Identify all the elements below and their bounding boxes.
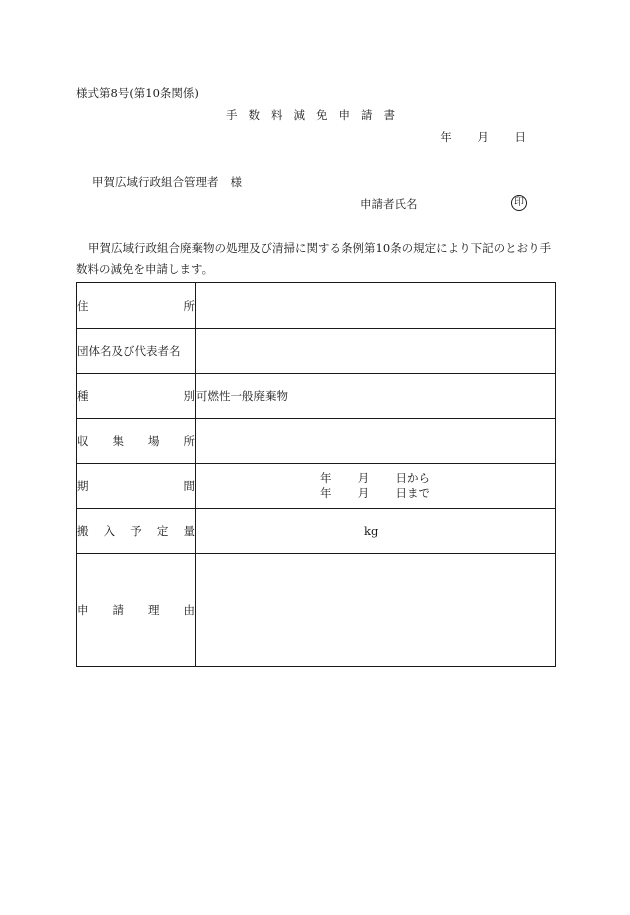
period-label: 期 間 <box>77 464 196 509</box>
location-field[interactable] <box>196 419 556 464</box>
type-value: 可燃性一般廃棄物 <box>196 374 556 419</box>
address-label: 住 所 <box>77 283 196 329</box>
period-to: 年 月 日まで <box>320 486 430 500</box>
addressee-name: 甲賀広域行政組合管理者 <box>92 175 219 189</box>
amount-label: 搬 入 予 定 量 <box>77 509 196 554</box>
row-amount <box>77 509 556 554</box>
row-period <box>77 464 556 509</box>
row-type <box>77 374 556 419</box>
seal-mark: 印 <box>511 195 527 211</box>
row-location <box>77 419 556 464</box>
group-label: 団体名及び代表者名 <box>77 329 196 374</box>
addressee-suffix: 様 <box>230 175 242 189</box>
application-statement: 甲賀広域行政組合廃棄物の処理及び清掃に関する条例第10条の規定により下記のとおり手数料の減免を申請します。 <box>76 241 552 276</box>
period-field[interactable] <box>196 464 556 509</box>
location-label: 収 集 場 所 <box>77 419 196 464</box>
date-month-label: 月 <box>477 130 489 144</box>
group-field[interactable] <box>196 329 556 374</box>
application-form-table <box>76 282 556 667</box>
reason-label: 申 請 理 由 <box>77 554 196 667</box>
date-year-label: 年 <box>440 130 452 144</box>
form-number: 様式第8号(第10条関係) <box>76 86 199 100</box>
date-day-label: 日 <box>514 130 526 144</box>
row-reason <box>77 554 556 667</box>
row-address <box>77 283 556 329</box>
date-line <box>440 129 526 145</box>
type-label: 種 別 <box>77 374 196 419</box>
amount-field[interactable] <box>196 509 556 554</box>
row-group <box>77 329 556 374</box>
document-title: 手数料減免申請書 <box>226 108 406 122</box>
reason-field[interactable] <box>196 554 556 667</box>
period-from: 年 月 日から <box>320 471 430 485</box>
amount-unit: kg <box>364 524 379 538</box>
address-field[interactable] <box>196 283 556 329</box>
addressee <box>92 174 242 190</box>
applicant-name-label: 申請者氏名 <box>360 197 418 211</box>
